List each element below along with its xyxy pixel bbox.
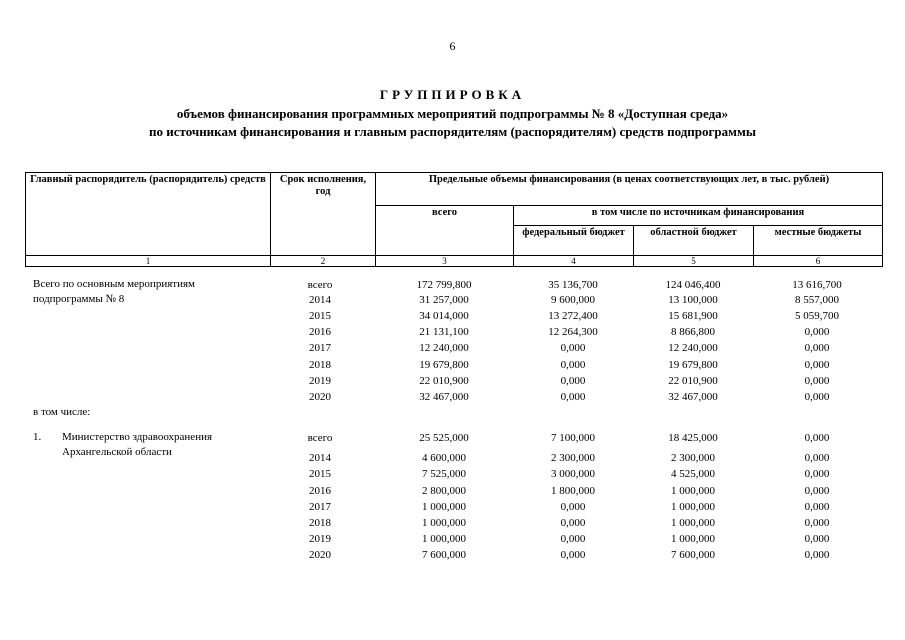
column-number: 5 xyxy=(634,256,754,267)
federal-cell: 12 264,300 xyxy=(548,326,598,338)
local-cell: 8 557,000 xyxy=(795,294,839,306)
year-cell: 2018 xyxy=(309,517,331,529)
table-row xyxy=(25,278,882,292)
regional-cell: 32 467,000 xyxy=(668,391,718,403)
federal-cell: 13 272,400 xyxy=(548,310,598,322)
local-cell: 0,000 xyxy=(804,326,830,338)
table-row xyxy=(25,293,882,307)
total-cell: 7 525,000 xyxy=(422,468,466,480)
year-cell: 2014 xyxy=(309,294,331,306)
local-cell: 0,000 xyxy=(804,432,830,444)
header-local: местные бюджеты xyxy=(754,226,883,256)
regional-cell: 1 000,000 xyxy=(671,485,715,497)
total-cell: 34 014,000 xyxy=(419,310,469,322)
year-cell: 2018 xyxy=(309,359,331,371)
total-block-name-line-2: подпрограммы № 8 xyxy=(33,293,125,305)
regional-cell: 19 679,800 xyxy=(668,359,718,371)
header-financing-limits: Предельные объемы финансирования (в ценах соответствующих лет, в тыс. рублей) xyxy=(376,173,883,206)
local-cell: 0,000 xyxy=(804,359,830,371)
federal-cell: 7 100,000 xyxy=(551,432,595,444)
local-cell: 5 059,700 xyxy=(795,310,839,322)
regional-cell: 8 866,800 xyxy=(671,326,715,338)
year-cell: 2015 xyxy=(309,310,331,322)
regional-cell: 1 000,000 xyxy=(671,501,715,513)
local-cell: 0,000 xyxy=(804,533,830,545)
year-cell: 2015 xyxy=(309,468,331,480)
document-title: ГРУППИРОВКА xyxy=(379,87,526,102)
table-row xyxy=(25,500,882,514)
regional-cell: 4 525,000 xyxy=(671,468,715,480)
federal-cell: 0,000 xyxy=(560,375,586,387)
federal-cell: 0,000 xyxy=(560,549,586,561)
document-subtitle-line-1: объемов финансирования программных мероприятий подпрограммы № 8 «Доступная среда» xyxy=(176,106,729,121)
year-cell: 2020 xyxy=(309,391,331,403)
federal-cell: 0,000 xyxy=(560,359,586,371)
table-row xyxy=(25,516,882,530)
header-total: всего xyxy=(376,206,514,256)
header-main-distributor: Главный распорядитель (распорядитель) средств xyxy=(26,173,271,256)
federal-cell: 2 300,000 xyxy=(551,452,595,464)
total-cell: 1 000,000 xyxy=(422,501,466,513)
table-row xyxy=(25,309,882,323)
column-number: 1 xyxy=(26,256,271,267)
total-cell: 4 600,000 xyxy=(422,452,466,464)
table-row xyxy=(25,484,882,498)
total-cell: 172 799,800 xyxy=(416,279,472,291)
federal-cell: 9 600,000 xyxy=(551,294,595,306)
table-row xyxy=(25,341,882,355)
total-cell: 21 131,100 xyxy=(419,326,469,338)
year-cell: 2017 xyxy=(309,342,331,354)
table-row xyxy=(25,532,882,546)
total-cell: 22 010,900 xyxy=(419,375,469,387)
column-number: 3 xyxy=(376,256,514,267)
regional-cell: 12 240,000 xyxy=(668,342,718,354)
ministry-number: 1. xyxy=(33,431,42,443)
header-term-year: Срок исполнения, год xyxy=(271,173,376,256)
total-cell: 1 000,000 xyxy=(422,517,466,529)
total-cell: 31 257,000 xyxy=(419,294,469,306)
year-cell: 2017 xyxy=(309,501,331,513)
regional-cell: 15 681,900 xyxy=(668,310,718,322)
local-cell: 0,000 xyxy=(804,468,830,480)
year-cell: всего xyxy=(307,432,333,444)
local-cell: 0,000 xyxy=(804,517,830,529)
year-cell: всего xyxy=(307,279,333,291)
table-row xyxy=(25,358,882,372)
local-cell: 0,000 xyxy=(804,452,830,464)
year-cell: 2020 xyxy=(309,549,331,561)
column-number: 4 xyxy=(514,256,634,267)
local-cell: 0,000 xyxy=(804,342,830,354)
total-block-name-line-1: Всего по основным мероприятиям xyxy=(33,278,195,290)
federal-cell: 0,000 xyxy=(560,342,586,354)
page-number: 6 xyxy=(449,39,456,53)
total-cell: 12 240,000 xyxy=(419,342,469,354)
total-cell: 2 800,000 xyxy=(422,485,466,497)
federal-cell: 0,000 xyxy=(560,391,586,403)
local-cell: 0,000 xyxy=(804,549,830,561)
year-cell: 2019 xyxy=(309,533,331,545)
table-row xyxy=(25,431,882,445)
local-cell: 0,000 xyxy=(804,501,830,513)
column-number: 6 xyxy=(754,256,883,267)
year-cell: 2019 xyxy=(309,375,331,387)
regional-cell: 1 000,000 xyxy=(671,533,715,545)
table-row xyxy=(25,451,882,465)
regional-cell: 1 000,000 xyxy=(671,517,715,529)
table-row xyxy=(25,390,882,404)
local-cell: 0,000 xyxy=(804,485,830,497)
table-row xyxy=(25,325,882,339)
ministry-name-line-1: Министерство здравоохранения xyxy=(62,431,213,443)
local-cell: 0,000 xyxy=(804,375,830,387)
federal-cell: 1 800,000 xyxy=(551,485,595,497)
total-cell: 25 525,000 xyxy=(419,432,469,444)
table-row xyxy=(25,548,882,562)
regional-cell: 13 100,000 xyxy=(668,294,718,306)
total-cell: 19 679,800 xyxy=(419,359,469,371)
year-cell: 2014 xyxy=(309,452,331,464)
year-cell: 2016 xyxy=(309,485,331,497)
document-subtitle-line-2: по источникам финансирования и главным распорядителям (распорядителям) средств подпрограммы xyxy=(148,124,757,139)
header-regional: областной бюджет xyxy=(634,226,754,256)
table-header xyxy=(25,172,883,267)
regional-cell: 18 425,000 xyxy=(668,432,718,444)
federal-cell: 0,000 xyxy=(560,533,586,545)
total-cell: 32 467,000 xyxy=(419,391,469,403)
header-sources: в том числе по источникам финансирования xyxy=(514,206,883,226)
year-cell: 2016 xyxy=(309,326,331,338)
federal-cell: 3 000,000 xyxy=(551,468,595,480)
federal-cell: 0,000 xyxy=(560,517,586,529)
ministry-name-line-2: Архангельской области xyxy=(62,446,172,458)
federal-cell: 0,000 xyxy=(560,501,586,513)
column-number: 2 xyxy=(271,256,376,267)
total-cell: 1 000,000 xyxy=(422,533,466,545)
total-cell: 7 600,000 xyxy=(422,549,466,561)
regional-cell: 7 600,000 xyxy=(671,549,715,561)
header-federal: федеральный бюджет xyxy=(514,226,634,256)
table-row xyxy=(25,374,882,388)
federal-cell: 35 136,700 xyxy=(548,279,598,291)
regional-cell: 22 010,900 xyxy=(668,375,718,387)
local-cell: 0,000 xyxy=(804,391,830,403)
regional-cell: 2 300,000 xyxy=(671,452,715,464)
regional-cell: 124 046,400 xyxy=(665,279,721,291)
including-label: в том числе: xyxy=(33,406,91,418)
table-row xyxy=(25,467,882,481)
local-cell: 13 616,700 xyxy=(792,279,842,291)
